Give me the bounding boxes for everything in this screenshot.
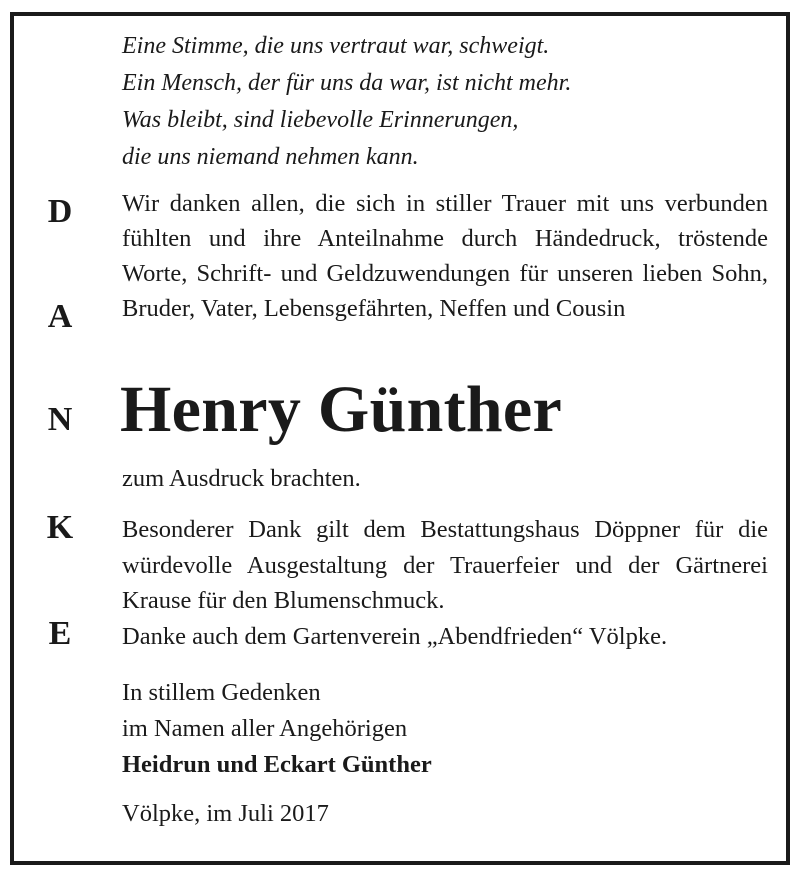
special-thanks-text: Besonderer Dank gilt dem Bestattungshaus Döppner für die würdevolle Ausgestaltung der Trauerfeier und der Gärtnerei Krause für den Blumenschmuck.	[122, 516, 768, 614]
poem-line: die uns niemand nehmen kann.	[122, 144, 419, 170]
place-date: Völpke, im Juli 2017	[122, 800, 329, 827]
poem-line: Ein Mensch, der für uns da war, ist nicht mehr.	[122, 70, 572, 96]
thanks-paragraph: Wir danken allen, die sich in stiller Trauer mit uns verbunden fühlten und ihre Anteilnahme durch Händedruck, tröstende Worte, Schrift- und Geldzuwendungen für unseren lieben Sohn, Bruder, Vater, Lebensgefährten, Neffen und Cousin	[122, 190, 768, 322]
danke-letter-a: A	[47, 298, 73, 335]
special-thanks	[122, 512, 768, 654]
poem-line: Was bleibt, sind liebevolle Erinnerungen,	[122, 107, 519, 133]
danke-letter-e: E	[48, 615, 72, 652]
closing	[122, 675, 432, 783]
poem	[122, 28, 682, 176]
garden-thanks-text: Danke auch dem Gartenverein „Abendfrieden“ Völpke.	[122, 622, 668, 650]
deceased-name: Henry Günther	[120, 373, 563, 446]
closing-line: In stillem Gedenken	[122, 679, 321, 706]
danke-letter-n: N	[47, 401, 73, 438]
signatories: Heidrun und Eckart Günther	[122, 751, 432, 778]
closing-line: im Namen aller Angehörigen	[122, 715, 408, 742]
poem-line: Eine Stimme, die uns vertraut war, schweigt.	[122, 33, 550, 59]
thanks-paragraph-end: zum Ausdruck brachten.	[122, 465, 361, 492]
danke-letter-d: D	[47, 193, 73, 230]
danke-letter-k: K	[46, 509, 74, 546]
